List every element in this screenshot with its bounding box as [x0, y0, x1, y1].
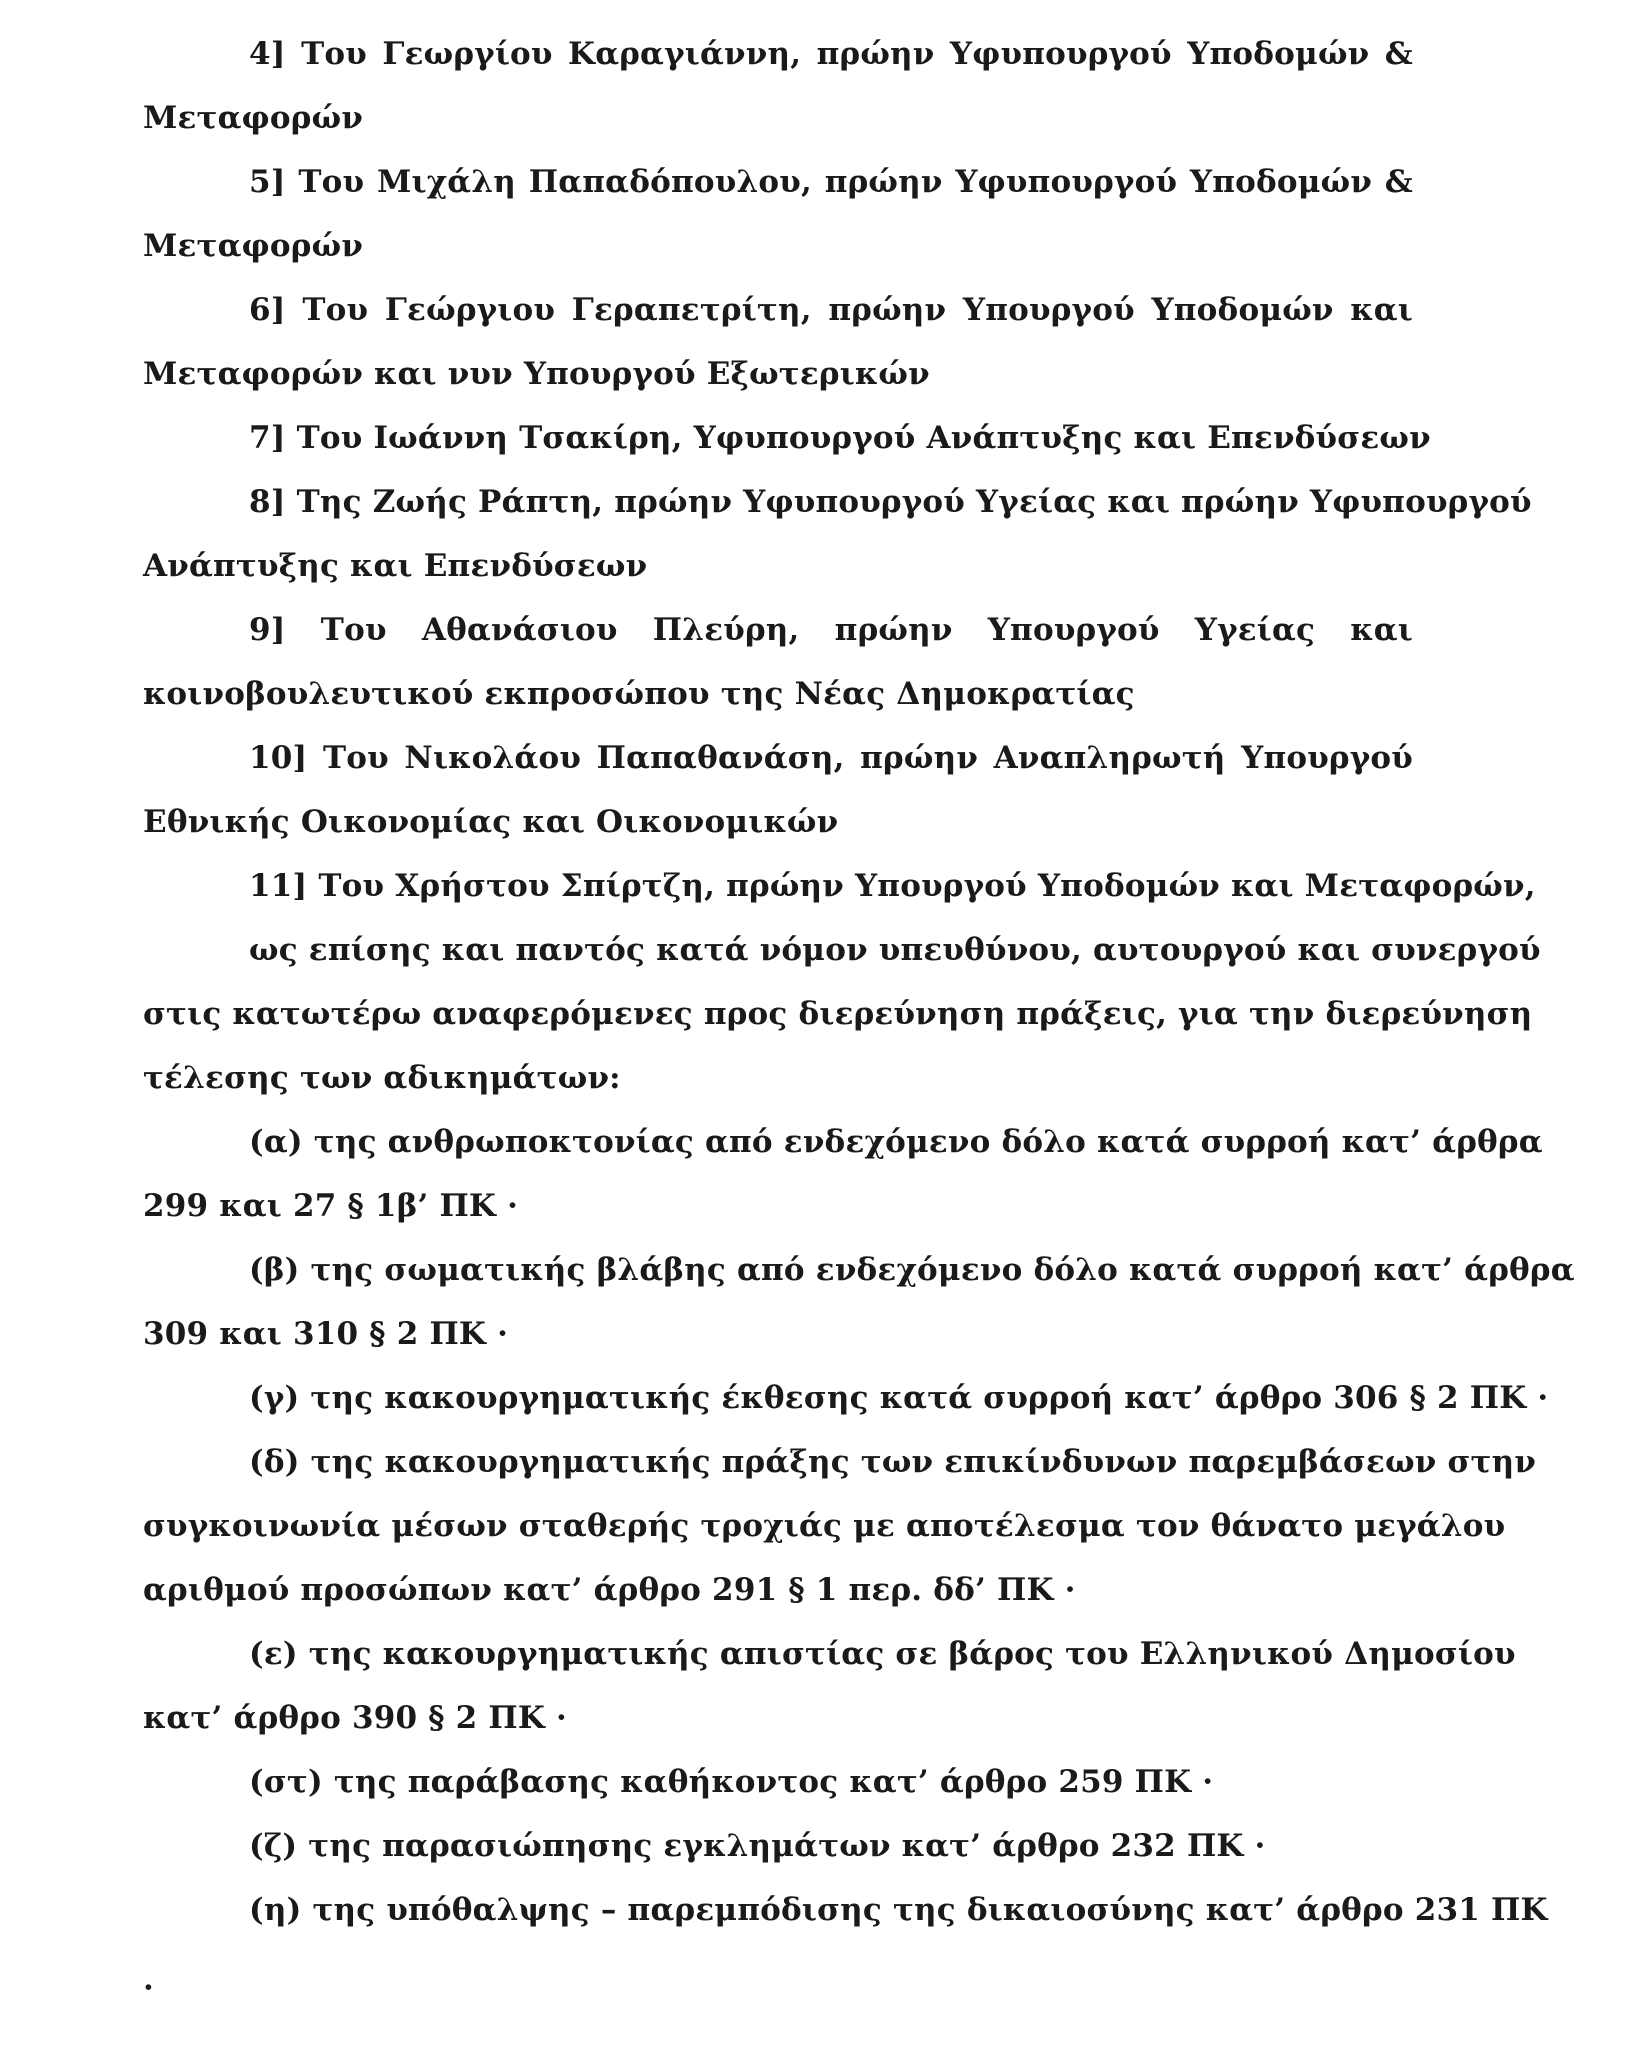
text-line: Μεταφορών — [143, 228, 364, 264]
text-line: κατ’ άρθρο 390 § 2 ΠΚ · — [143, 1700, 568, 1736]
text-line: συγκοινωνία μέσων σταθερής τροχιάς με αποτέλεσμα τον θάνατο μεγάλου — [143, 1508, 1506, 1544]
text-line: 7] Του Ιωάννη Τσακίρη, Υφυπουργού Ανάπτυξης και Επενδύσεων — [249, 420, 1431, 456]
text-line: 10] Του Νικολάου Παπαθανάση, πρώην Αναπληρωτή Υπουργού — [249, 740, 1413, 776]
text-line: 5] Του Μιχάλη Παπαδόπουλου, πρώην Υφυπουργού Υποδομών & — [249, 164, 1413, 200]
text-line: (δ) της κακουργηματικής πράξης των επικίνδυνων παρεμβάσεων στην — [249, 1444, 1537, 1480]
text-line: (ζ) της παρασιώπησης εγκλημάτων κατ’ άρθρο 232 ΠΚ · — [249, 1828, 1266, 1864]
text-line: (γ) της κακουργηματικής έκθεσης κατά συρροή κατ’ άρθρο 306 § 2 ΠΚ · — [249, 1380, 1549, 1416]
text-line: 4] Του Γεωργίου Καραγιάννη, πρώην Υφυπουργού Υποδομών & — [249, 36, 1413, 72]
text-line: τέλεσης των αδικημάτων: — [143, 1060, 621, 1096]
text-line: αριθμού προσώπων κατ’ άρθρο 291 § 1 περ. δδ’ ΠΚ · — [143, 1572, 1076, 1608]
text-line: Μεταφορών και νυν Υπουργού Εξωτερικών — [143, 356, 930, 392]
text-line: (η) της υπόθαλψης – παρεμπόδισης της δικαιοσύνης κατ’ άρθρο 231 ΠΚ — [249, 1892, 1548, 1928]
text-line: (β) της σωματικής βλάβης από ενδεχόμενο δόλο κατά συρροή κατ’ άρθρα — [249, 1252, 1575, 1288]
text-line: (στ) της παράβασης καθήκοντος κατ’ άρθρο 259 ΠΚ · — [249, 1764, 1214, 1800]
text-line: Εθνικής Οικονομίας και Οικονομικών — [143, 804, 839, 840]
text-line: Μεταφορών — [143, 100, 364, 136]
text-line: 9] Του Αθανάσιου Πλεύρη, πρώην Υπουργού Υγείας και — [249, 612, 1413, 648]
text-line: 299 και 27 § 1β’ ΠΚ · — [143, 1188, 519, 1224]
text-line: Ανάπτυξης και Επενδύσεων — [143, 548, 648, 584]
document-body — [143, 22, 1575, 1942]
text-line: 6] Του Γεώργιου Γεραπετρίτη, πρώην Υπουργού Υποδομών και — [249, 292, 1413, 328]
text-line: 11] Του Χρήστου Σπίρτζη, πρώην Υπουργού Υποδομών και Μεταφορών, — [249, 868, 1536, 904]
trailing-punctuation: · — [143, 1970, 154, 2006]
text-line: κοινοβουλευτικού εκπροσώπου της Νέας Δημοκρατίας — [143, 676, 1135, 712]
text-line: (α) της ανθρωποκτονίας από ενδεχόμενο δόλο κατά συρροή κατ’ άρθρα — [249, 1124, 1543, 1160]
text-line: 309 και 310 § 2 ΠΚ · — [143, 1316, 509, 1352]
text-line: (ε) της κακουργηματικής απιστίας σε βάρος του Ελληνικού Δημοσίου — [249, 1636, 1516, 1672]
text-line: ως επίσης και παντός κατά νόμον υπευθύνου, αυτουργού και συνεργού — [249, 932, 1541, 968]
text-line: 8] Της Ζωής Ράπτη, πρώην Υφυπουργού Υγείας και πρώην Υφυπουργού — [249, 484, 1532, 520]
text-line: στις κατωτέρω αναφερόμενες προς διερεύνηση πράξεις, για την διερεύνηση — [143, 996, 1533, 1032]
